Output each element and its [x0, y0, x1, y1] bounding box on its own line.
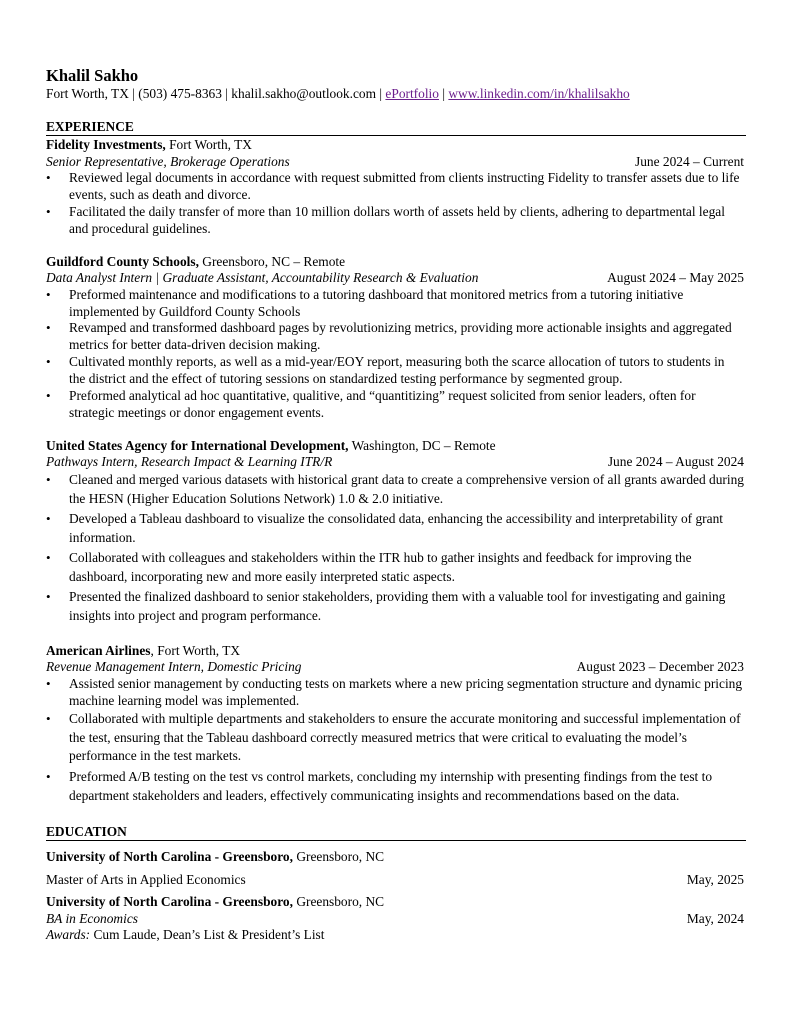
- job-dates: August 2023 – December 2023: [576, 659, 744, 674]
- awards-line: [46, 926, 744, 943]
- list-item-text: Collaborated with colleagues and stakeholders within the ITR hub to gather insights and feedback for improving the dashboard, incorporating new and more easily interpreted static aspects.: [69, 550, 692, 584]
- list-item: • Collaborated with colleagues and stakeholders within the ITR hub to gather insights and feedback for improving the dashboard, incorporating new and more easily interpreted static aspects.: [46, 548, 744, 586]
- degree-line: [46, 871, 744, 888]
- list-item: • Facilitated the daily transfer of more than 10 million dollars worth of assets held by clients, adhering to departmental legal and procedural guidelines.: [46, 204, 744, 237]
- degree-line: [46, 910, 744, 927]
- contact-text: Fort Worth, TX | (503) 475-8363 | khalil.sakho@outlook.com |: [46, 86, 386, 101]
- list-item: • Preformed analytical ad hoc quantitative, qualitive, and “quantitizing” request solicited from senior leaders, often for strategic meetings or donor engagement events.: [46, 388, 744, 421]
- linkedin-link[interactable]: www.linkedin.com/in/khalilsakho: [448, 86, 630, 101]
- list-item-text: Developed a Tableau dashboard to visualize the consolidated data, enhancing the accessibility and interpretability of grant information.: [69, 511, 723, 545]
- school-location: Greensboro, NC: [292, 849, 385, 864]
- job-header: [46, 642, 744, 659]
- contact-line: [46, 85, 630, 102]
- list-item-text: Preformed analytical ad hoc quantitative, qualitive, and “quantitizing” request solicited from senior leaders, often for strategic meetings or donor engagement events.: [69, 388, 696, 420]
- list-item: • Developed a Tableau dashboard to visualize the consolidated data, enhancing the accessibility and interpretability of grant information.: [46, 509, 744, 547]
- job-org: American Airlines: [46, 643, 151, 658]
- list-item: • Cultivated monthly reports, as well as a mid-year/EOY report, measuring both the scarce allocation of tutors to students in the district and the effect of tutoring sessions on standardized testing performance by segmented group.: [46, 354, 744, 387]
- list-item: • Preformed maintenance and modifications to a tutoring dashboard that monitored metrics from a tutoring initiative implemented by Guildford County Schools: [46, 287, 744, 320]
- list-item-text: Preformed maintenance and modifications to a tutoring dashboard that monitored metrics from a tutoring initiative implemented by Guildford County Schools: [69, 287, 684, 319]
- job-org: Guildford County Schools,: [46, 254, 199, 269]
- experience-heading: EXPERIENCE: [46, 118, 746, 136]
- education-heading: EDUCATION: [46, 823, 746, 841]
- list-item-text: Collaborated with multiple departments and stakeholders to ensure the accurate monitoring and successful implementation of the test, ensuring that the Tableau dashboard correctly measured metrics that were critical to evaluating the model’s performance in the test markets.: [69, 711, 741, 763]
- list-item: • Reviewed legal documents in accordance with request submitted from clients instructing Fidelity to transfer assets due to life events, such as death and divorce.: [46, 170, 744, 203]
- list-item: • Cleaned and merged various datasets with historical grant data to create a comprehensive version of all grants awarded during the HESN (Higher Education Solutions Network) 1.0 & 2.0 initiative.: [46, 472, 744, 506]
- job-location: Fort Worth, TX: [165, 137, 252, 152]
- list-item-text: Presented the finalized dashboard to senior stakeholders, providing them with a valuable tool for investigating and gaining insights into project and program performance.: [69, 589, 726, 623]
- job-header: [46, 136, 744, 153]
- list-item: • Presented the finalized dashboard to senior stakeholders, providing them with a valuable tool for investigating and gaining insights into project and program performance.: [46, 587, 744, 625]
- job-role: Revenue Management Intern, Domestic Pricing: [46, 659, 302, 674]
- awards: Cum Laude, Dean’s List & President’s List: [90, 927, 325, 942]
- job-header: [46, 253, 744, 270]
- list-item-text: Revamped and transformed dashboard pages by revolutionizing metrics, providing more actionable insights and aggregated metrics for better data-driven decision making.: [69, 320, 732, 352]
- school-line: [46, 848, 744, 865]
- list-item-text: Facilitated the daily transfer of more than 10 million dollars worth of assets held by clients, adhering to departmental legal and procedural guidelines.: [69, 204, 725, 236]
- resume-name: Khalil Sakho: [46, 66, 139, 85]
- list-item-text: Preformed A/B testing on the test vs control markets, concluding my internship with presenting findings from the test to department stakeholders and leaders, effectively communicating insights and recommendations based on the data.: [69, 769, 713, 803]
- job-role-line: [46, 453, 744, 470]
- job-role-line: [46, 153, 744, 170]
- list-item: • Revamped and transformed dashboard pages by revolutionizing metrics, providing more actionable insights and aggregated metrics for better data-driven decision making.: [46, 320, 744, 353]
- job-role-line: [46, 269, 744, 286]
- awards-label: Awards:: [46, 927, 91, 942]
- job-location: Washington, DC – Remote: [348, 438, 496, 453]
- job-location: Greensboro, NC – Remote: [198, 254, 346, 269]
- list-item: • Preformed A/B testing on the test vs control markets, concluding my internship with presenting findings from the test to department stakeholders and leaders, effectively communicating insights and recommendations based on the data.: [46, 767, 744, 805]
- contact-separator: |: [438, 86, 449, 101]
- degree-date: May, 2025: [686, 872, 744, 887]
- school-name: University of North Carolina - Greensboro,: [46, 894, 293, 909]
- degree-date: May, 2024: [686, 911, 744, 926]
- job-role-line: [46, 658, 744, 675]
- list-item: • Assisted senior management by conducting tests on markets where a new pricing segmentation structure and dynamic pricing machine learning model was implemented.: [46, 676, 743, 708]
- degree: Master of Arts in Applied Economics: [46, 872, 246, 887]
- list-item-text: Cultivated monthly reports, as well as a mid-year/EOY report, measuring both the scarce allocation of tutors to students in the district and the effect of tutoring sessions on standardized testing performance by segmented group.: [69, 354, 725, 386]
- job-location: , Fort Worth, TX: [150, 643, 241, 658]
- job-dates: June 2024 – Current: [635, 154, 744, 169]
- list-item-text: Assisted senior management by conducting tests on markets where a new pricing segmentation structure and dynamic pricing machine learning model was implemented.: [69, 676, 743, 708]
- list-item: • Collaborated with multiple departments and stakeholders to ensure the accurate monitoring and successful implementation of the test, ensuring that the Tableau dashboard correctly measured metrics that were critical to evaluating the model’s performance in the test markets.: [46, 710, 744, 766]
- job-role: Pathways Intern, Research Impact & Learning ITR/R: [46, 454, 333, 469]
- job-org: Fidelity Investments,: [46, 137, 166, 152]
- job-role: Senior Representative, Brokerage Operations: [46, 154, 290, 169]
- job-org: United States Agency for International Development,: [46, 438, 349, 453]
- list-item-text: Cleaned and merged various datasets with historical grant data to create a comprehensive version of all grants awarded during the HESN (Higher Education Solutions Network) 1.0 & 2.0 initiative.: [69, 472, 744, 506]
- degree: BA in Economics: [46, 911, 138, 926]
- school-name: University of North Carolina - Greensboro,: [46, 849, 293, 864]
- list-item-text: Reviewed legal documents in accordance with request submitted from clients instructing Fidelity to transfer assets due to life events, such as death and divorce.: [69, 170, 740, 202]
- job-header: [46, 437, 744, 454]
- job-dates: June 2024 – August 2024: [607, 454, 744, 469]
- school-location: Greensboro, NC: [292, 894, 385, 909]
- job-dates: August 2024 – May 2025: [607, 270, 744, 285]
- job-role: Data Analyst Intern | Graduate Assistant, Accountability Research & Evaluation: [46, 270, 479, 285]
- school-line: [46, 893, 744, 910]
- eportfolio-link[interactable]: ePortfolio: [385, 86, 439, 101]
